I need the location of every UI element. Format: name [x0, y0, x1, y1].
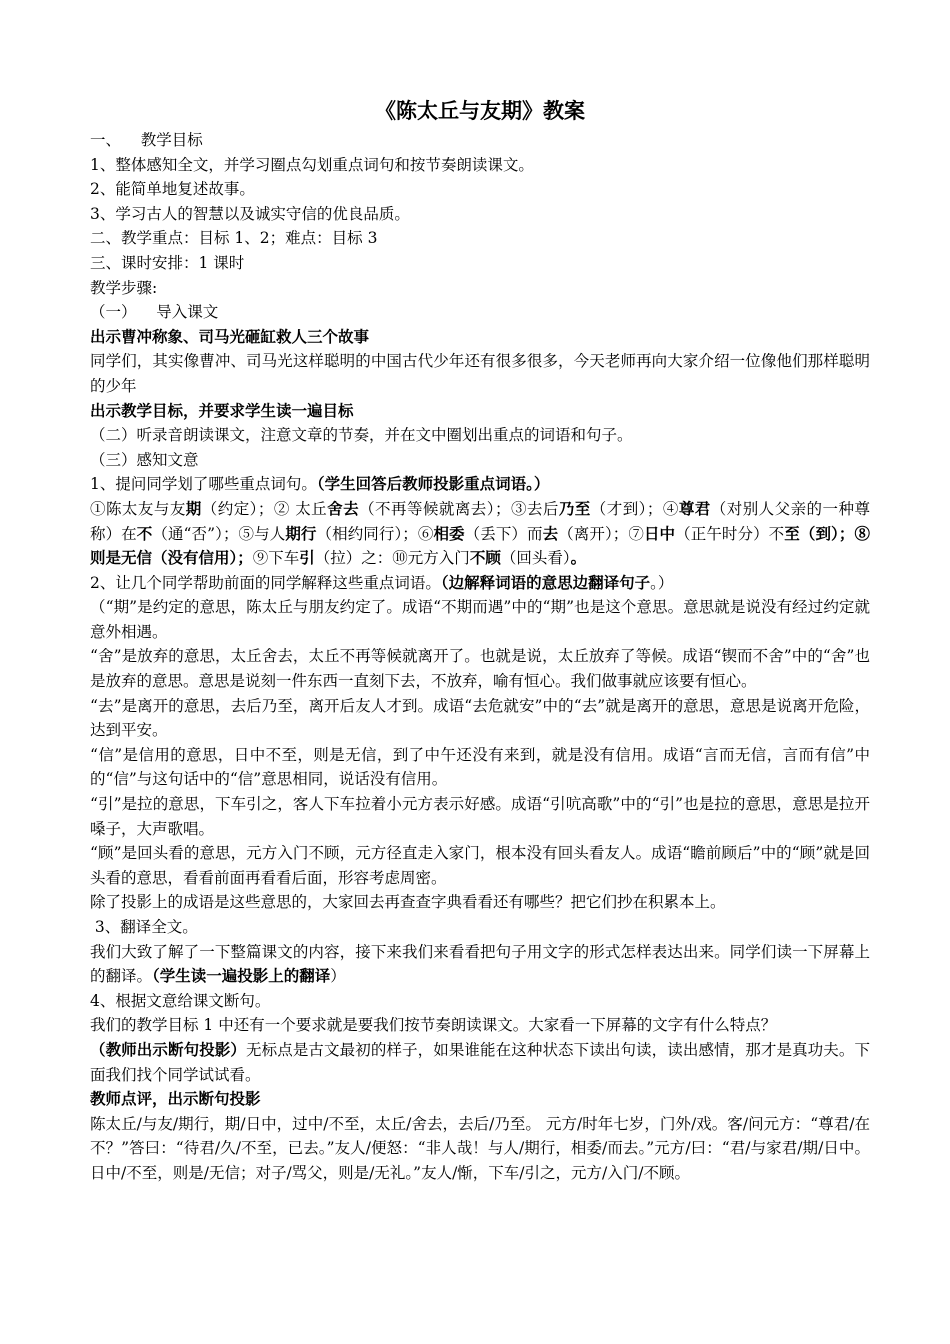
paragraph: （三）感知文意 — [90, 450, 199, 469]
text: ） — [330, 967, 346, 986]
paragraph: 4、根据文意给课文断句。 — [90, 991, 271, 1010]
paragraph: “信”是信用的意思，日中不至，则是无信，到了中午还没有来到，就是没有信用。成语“言而无信，言而有信”中的“信”与这句话中的“信”意思相同，说话没有信用。 — [90, 745, 870, 789]
bold-text: （学生回答后教师投影重点词语。） — [316, 474, 550, 494]
text: ①陈太友与友 — [90, 499, 186, 518]
keyword: 日中 — [643, 523, 676, 543]
text: ⑨下车 — [252, 549, 300, 568]
paragraph: “顾”是回头看的意思，元方入门不顾，元方径直走入家门，根本没有回头看友人。成语“瞻前顾后”中的“顾”就是回头看的意思，看看前面再看看后面，形容考虑周密。 — [90, 844, 870, 887]
paragraph: 2、能简单地复述故事。 — [90, 180, 255, 199]
text: （离开）；⑦ — [558, 524, 644, 543]
keyword: 相委 — [433, 523, 465, 543]
keyword: 至（到）；⑧则是无信（没有信用）； — [90, 523, 870, 568]
paragraph — [90, 472, 870, 497]
paragraph — [90, 940, 870, 989]
paragraph: 同学们，其实像曹冲、司马光这样聪明的中国古代少年还有很多很多，今天老师再向大家介绍一位像他们那样聪明的少年 — [90, 352, 870, 395]
text: （相约同行）；⑥ — [316, 524, 434, 543]
text: （正午时分）不 — [675, 524, 785, 543]
section-heading: （一） 导入课文 — [90, 303, 219, 322]
keyword: 乃至 — [558, 498, 591, 518]
keyword: 。 — [570, 548, 587, 568]
paragraph: 1、整体感知全文，并学习圈点勾划重点词句和按节奏朗读课文。 — [90, 155, 534, 174]
text: （回头看） — [500, 549, 571, 568]
keyword: 尊君 — [678, 498, 711, 518]
paragraph: “引”是拉的意思，下车引之，客人下车拉着小元方表示好感。成语“引吭高歌”中的“引”也是拉的意思，意思是拉开嗓子，大声歌唱。 — [90, 795, 870, 838]
text: （丢下）而 — [464, 524, 543, 543]
text: 我们大致了解了一下整篇课文的内容，接下来我们来看看把句子用文字的形式怎样表达出来。同学们读一下屏幕上的翻译。 — [90, 942, 870, 986]
paragraph: “去”是离开的意思，去后乃至，离开后友人才到。成语“去危就安”中的“去”就是离开的意思，意思是说离开危险，达到平安。 — [90, 696, 870, 740]
keyword: 不 — [136, 523, 153, 543]
text: （对别人父亲的一种尊称）在 — [90, 499, 870, 543]
text: 2、让几个同学帮助前面的同学解释这些重点词语。 — [90, 573, 441, 592]
text: 。） — [650, 573, 674, 592]
paragraph: 二、教学重点：目标 1、2；难点：目标 3 — [90, 229, 378, 248]
keyword: 期行 — [285, 523, 317, 543]
bold-text: （教师出示断句投影） — [90, 1039, 247, 1059]
keyword: 引 — [299, 548, 315, 568]
page-title: 《陈太丘与友期》教案 — [375, 98, 585, 123]
text: （通“否”）；⑤与人 — [152, 524, 286, 543]
paragraph — [90, 1038, 870, 1087]
keyword-paragraph — [90, 497, 870, 571]
bold-text: （学生读一遍投影上的翻译 — [152, 966, 331, 986]
paragraph: （“期”是约定的意思，陈太丘与朋友约定了。成语“不期而遇”中的“期”也是这个意思。意思就是说没有经过约定就意外相遇。 — [90, 598, 870, 641]
keyword: 不顾 — [469, 548, 501, 568]
bold-heading: 教师点评，出示断句投影 — [90, 1089, 261, 1109]
paragraph: 3、翻译全文。 — [90, 918, 198, 936]
paragraph: “舍”是放弃的意思，太丘舍去，太丘不再等候就离开了。也就是说，太丘放弃了等候。成语“锲而不舍”中的“舍”也是放弃的意思。意思是说刻一件东西一直刻下去，不放弃，喻有恒心。我们做事就应该要有恒心。 — [90, 647, 870, 691]
bold-text: （边解释词语的意思边翻译句子 — [440, 572, 651, 592]
text: （约定）；② 太丘 — [201, 499, 328, 518]
keyword: 舍去 — [327, 498, 360, 518]
bold-heading: 出示教学目标，并要求学生读一遍目标 — [90, 400, 354, 420]
text: （拉）之：⑩元方入门 — [314, 549, 470, 568]
keyword: 去 — [542, 523, 559, 543]
section-heading: 一、 教学目标 — [90, 131, 203, 149]
paragraph: 我们的教学目标 1 中还有一个要求就是要我们按节奏朗读课文。大家看一下屏幕的文字有什么特点？ — [90, 1016, 777, 1035]
paragraph: 三、课时安排：1 课时 — [90, 253, 245, 272]
paragraph: （二）听录音朗读课文，注意文章的节奏，并在文中圈划出重点的词语和句子。 — [90, 426, 633, 445]
document-page — [90, 96, 870, 1186]
paragraph — [90, 571, 870, 596]
paragraph: 除了投影上的成语是这些意思的，大家回去再查查字典看看还有哪些？把它们抄在积累本上。 — [90, 893, 726, 912]
paragraph: 教学步骤: — [90, 278, 158, 297]
text: （才到）；④ — [590, 499, 679, 518]
bold-heading: 出示曹冲称象、司马光砸缸救人三个故事 — [90, 326, 370, 346]
keyword: 期 — [185, 498, 202, 518]
text: 1、提问同学划了哪些重点词句。 — [90, 475, 317, 494]
paragraph: 陈太丘/与友/期行，期/日中，过中/不至，太丘/舍去，去后/乃至。 元方/时年七岁，门外/戏。客/问元方：“尊君/在不？”答曰：“待君/久/不至，已去。”友人/便怒：“非人哉！与人/期行，相委/而去。”元方/曰：“君/与家君/期/日中。日中/不至，则是/无信；对子/骂父，则是/无礼。”友人/惭，下车/引之，元方/入门/不顾。 — [90, 1114, 870, 1182]
text: （不再等候就离去）；③去后 — [359, 499, 559, 518]
paragraph: 3、学习古人的智慧以及诚实守信的优良品质。 — [90, 204, 410, 223]
text: 无标点是古文最初的样子，如果谁能在这种状态下读出句读，读出感情，那才是真功夫。下面我们找个同学试试看。 — [90, 1040, 870, 1084]
